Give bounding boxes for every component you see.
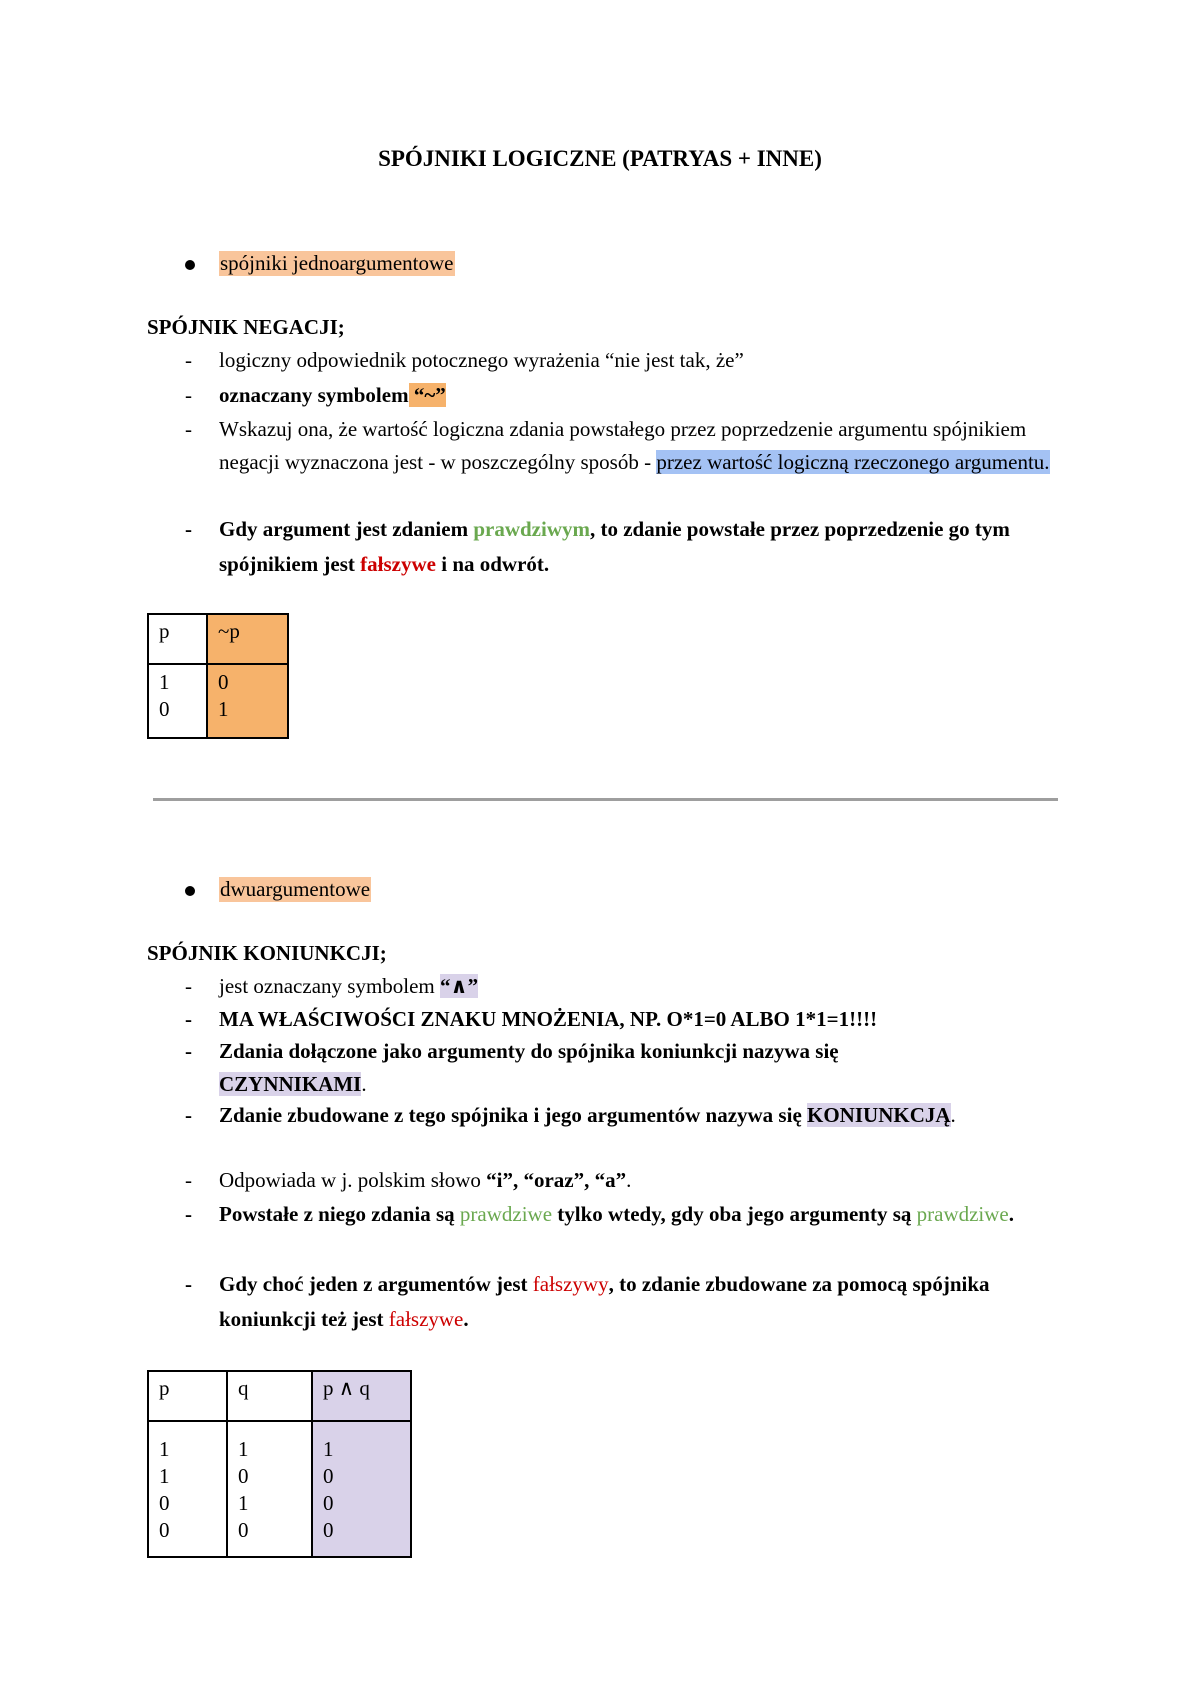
bullet-dot-icon xyxy=(185,886,195,896)
table-header: q xyxy=(227,1371,312,1421)
item-text: Powstałe z niego zdania są xyxy=(219,1202,460,1226)
dash-marker: - xyxy=(185,974,192,998)
highlighted-term: CZYNNIKAMI xyxy=(219,1072,362,1096)
dash-marker: - xyxy=(185,1039,192,1063)
page-title: SPÓJNIKI LOGICZNE (PATRYAS + INNE) xyxy=(378,146,822,171)
list-item xyxy=(185,1003,1065,1036)
true-word: prawdziwe xyxy=(916,1202,1009,1226)
item-text: . xyxy=(361,1072,367,1096)
dash-marker: - xyxy=(185,1103,192,1127)
list-item xyxy=(185,970,1065,1003)
false-word: fałszywe xyxy=(360,552,436,576)
dash-marker: - xyxy=(185,1272,192,1296)
item-text: , to zdanie zbudowane za pomocą spójnika koniunkcji też jest xyxy=(219,1272,990,1331)
table-cell: 1 xyxy=(218,697,229,721)
true-word: prawdziwe xyxy=(459,1202,553,1226)
list-item xyxy=(185,413,1065,479)
list-item xyxy=(185,512,1065,582)
highlighted-term: KONIUNKCJĄ xyxy=(807,1103,951,1127)
list-item xyxy=(185,1197,1065,1232)
dash-marker: - xyxy=(185,348,192,372)
table-column-p-and-q xyxy=(312,1421,411,1557)
item-text: . xyxy=(950,1103,956,1127)
dash-marker: - xyxy=(185,1168,192,1192)
negation-truth-table xyxy=(147,613,289,739)
table-cell: 0 xyxy=(323,1518,334,1542)
dash-marker: - xyxy=(185,517,192,541)
item-text: Zdania dołączone jako argumenty do spójnika koniunkcji nazywa się xyxy=(219,1039,839,1063)
item-text: MA WŁAŚCIWOŚCI ZNAKU MNOŻENIA, NP. O*1=0 ALBO 1*1=1!!!! xyxy=(219,1007,878,1031)
item-text: logiczny odpowiednik potocznego wyrażenia “nie jest tak, że” xyxy=(219,348,744,372)
item-text: i na odwrót. xyxy=(435,552,550,576)
list-item xyxy=(185,344,1065,377)
list-item xyxy=(185,1267,1065,1337)
item-text: . xyxy=(626,1168,632,1192)
false-word: fałszywy xyxy=(532,1272,609,1296)
list-item xyxy=(185,1164,1065,1197)
dash-marker: - xyxy=(185,1007,192,1031)
table-cell: 1 xyxy=(323,1437,334,1461)
table-cell: 1 xyxy=(238,1491,249,1515)
item-text: “i”, “oraz”, “a” xyxy=(486,1168,627,1192)
item-text: , to zdanie powstałe przez poprzedzenie go tym spójnikiem jest xyxy=(219,517,1010,576)
table-cell: 0 xyxy=(159,1518,170,1542)
table-cell: 1 xyxy=(238,1437,249,1461)
dash-marker: - xyxy=(185,1202,192,1226)
table-header: ~p xyxy=(207,614,288,664)
table-cell: 1 xyxy=(159,1437,170,1461)
item-text: Zdanie zbudowane z tego spójnika i jego argumentów nazywa się xyxy=(219,1103,808,1127)
false-word: fałszywe xyxy=(388,1307,464,1331)
item-text: Gdy argument jest zdaniem xyxy=(219,517,474,541)
table-column-p xyxy=(148,1421,227,1557)
table-cell: 0 xyxy=(323,1491,334,1515)
table-header: p ∧ q xyxy=(312,1371,411,1421)
table-cell: 0 xyxy=(159,697,170,721)
table-column-q xyxy=(227,1421,312,1557)
table-cell: 0 xyxy=(323,1464,334,1488)
table-cell: 0 xyxy=(238,1464,249,1488)
heading-negation: SPÓJNIK NEGACJI; xyxy=(147,315,345,339)
table-cell: 0 xyxy=(218,670,229,694)
item-text: tylko wtedy, gdy oba jego argumenty są xyxy=(552,1202,917,1226)
bullet-label: spójniki jednoargumentowe xyxy=(220,251,454,275)
item-text: . xyxy=(463,1307,469,1331)
table-cell: 0 xyxy=(238,1518,249,1542)
symbol-highlight: “∧” xyxy=(440,974,479,998)
item-text: Odpowiada w j. polskim słowo xyxy=(219,1168,487,1192)
dash-marker: - xyxy=(185,417,192,441)
item-text: jest oznaczany symbolem xyxy=(219,974,441,998)
symbol-highlight: “~” xyxy=(408,383,446,407)
list-item xyxy=(185,379,1065,412)
table-header: p xyxy=(148,1371,227,1421)
list-item xyxy=(185,1035,985,1101)
table-column-p xyxy=(148,664,207,738)
heading-conjunction: SPÓJNIK KONIUNKCJI; xyxy=(147,941,387,965)
item-text: oznaczany symbolem xyxy=(219,383,409,407)
true-word: prawdziwym xyxy=(473,517,590,541)
item-text: Gdy choć jeden z argumentów jest xyxy=(219,1272,533,1296)
bullet-label: dwuargumentowe xyxy=(220,877,371,901)
item-text: . xyxy=(1008,1202,1014,1226)
conjunction-truth-table xyxy=(147,1370,412,1558)
table-cell: 0 xyxy=(159,1491,170,1515)
table-column-notp xyxy=(207,664,288,738)
section-divider xyxy=(153,798,1058,801)
table-header: p xyxy=(148,614,207,664)
item-text: Wskazuj ona, że wartość logiczna zdania powstałego przez poprzedzenie argumentu spójnikiem negacji wyznaczona jest - w poszczególny sposób - xyxy=(219,417,1027,474)
dash-marker: - xyxy=(185,383,192,407)
highlighted-text: przez wartość logiczną rzeczonego argumentu. xyxy=(656,450,1050,474)
table-cell: 1 xyxy=(159,1464,170,1488)
bullet-dot-icon xyxy=(185,260,195,270)
table-cell: 1 xyxy=(159,670,170,694)
list-item xyxy=(185,1099,965,1132)
